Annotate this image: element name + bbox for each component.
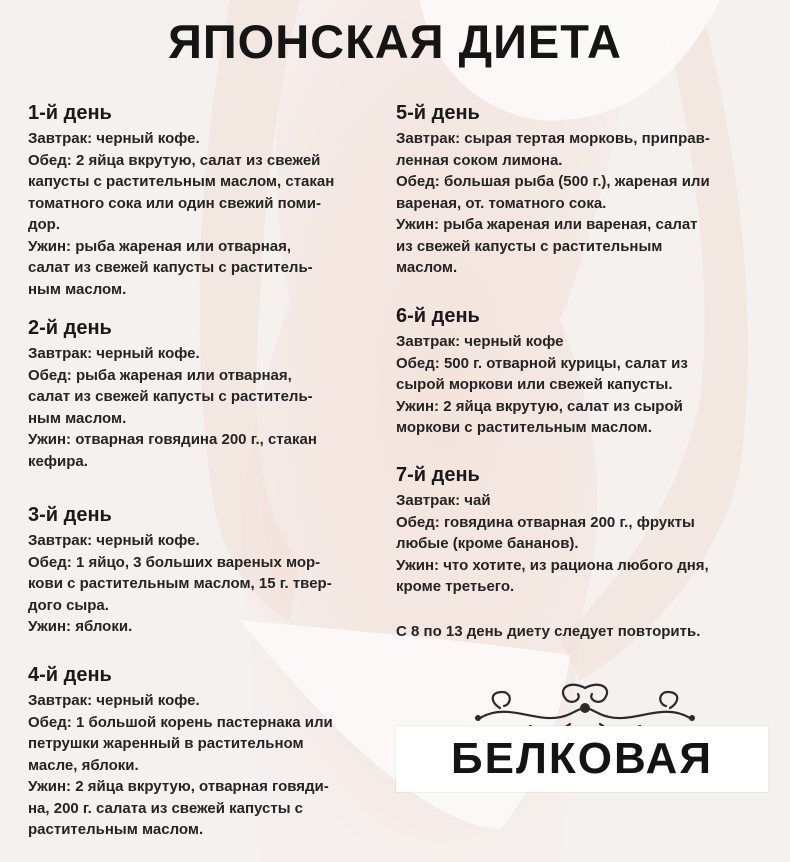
day-section <box>396 101 776 304</box>
page-title: ЯПОНСКАЯ ДИЕТА <box>168 15 622 68</box>
day-heading: 4-й день <box>28 664 112 686</box>
left-column <box>28 101 388 841</box>
day-menu: Завтрак: сырая тертая морковь, приправ- ленная соком лимона. Обед: большая рыба (500 г.), жареная или вареная, от. томатного сока. Ужин: рыба жареная или вареная, салат из свежей капусты с растительным маслом. <box>396 130 710 276</box>
protein-badge <box>396 726 768 792</box>
day-menu: Завтрак: черный кофе Обед: 500 г. отварной курицы, салат из сырой моркови или свежей капусты. Ужин: 2 яйца вкрутую, салат из сырой моркови с растительным маслом. <box>396 333 688 436</box>
day-heading: 3-й день <box>28 504 112 526</box>
day-heading: 6-й день <box>396 305 480 327</box>
day-menu: Завтрак: черный кофе. Обед: 1 большой корень пастернака или петрушки жаренный в растительном масле, яблоки. Ужин: 2 яйца вкрутую, отварная говяди- на, 200 г. салата из свежей капусты с растительным маслом. <box>28 692 333 838</box>
repeat-note: С 8 по 13 день диету следует повторить. <box>396 623 701 640</box>
day-section <box>396 304 776 463</box>
day-heading: 5-й день <box>396 102 480 124</box>
day-heading: 7-й день <box>396 464 480 486</box>
day-section <box>28 101 388 316</box>
day-section <box>28 503 388 663</box>
day-section <box>28 316 388 503</box>
day-menu: Завтрак: черный кофе. Обед: 1 яйцо, 3 больших вареных мор- кови с растительным маслом, 15 г. твер- дого сыра. Ужин: яблоки. <box>28 532 332 635</box>
day-section <box>28 663 388 841</box>
day-heading: 1-й день <box>28 102 112 124</box>
badge-label: БЕЛКОВАЯ <box>451 734 713 783</box>
right-column <box>396 101 776 643</box>
day-menu: Завтрак: чай Обед: говядина отварная 200 г., фрукты любые (кроме бананов). Ужин: что хотите, из рациона любого дня, кроме третьего. <box>396 492 709 595</box>
day-menu: Завтрак: черный кофе. Обед: 2 яйца вкрутую, салат из свежей капусты с растительным маслом, стакан томатного сока или один свежий поми- дор. Ужин: рыба жареная или отварная, салат из свежей капусты с раститель- ным маслом. <box>28 130 335 298</box>
day-heading: 2-й день <box>28 317 112 339</box>
day-menu: Завтрак: черный кофе. Обед: рыба жареная или отварная, салат из свежей капусты с раститель- ным маслом. Ужин: отварная говядина 200 г., стакан кефира. <box>28 345 317 470</box>
day-section <box>396 463 776 621</box>
